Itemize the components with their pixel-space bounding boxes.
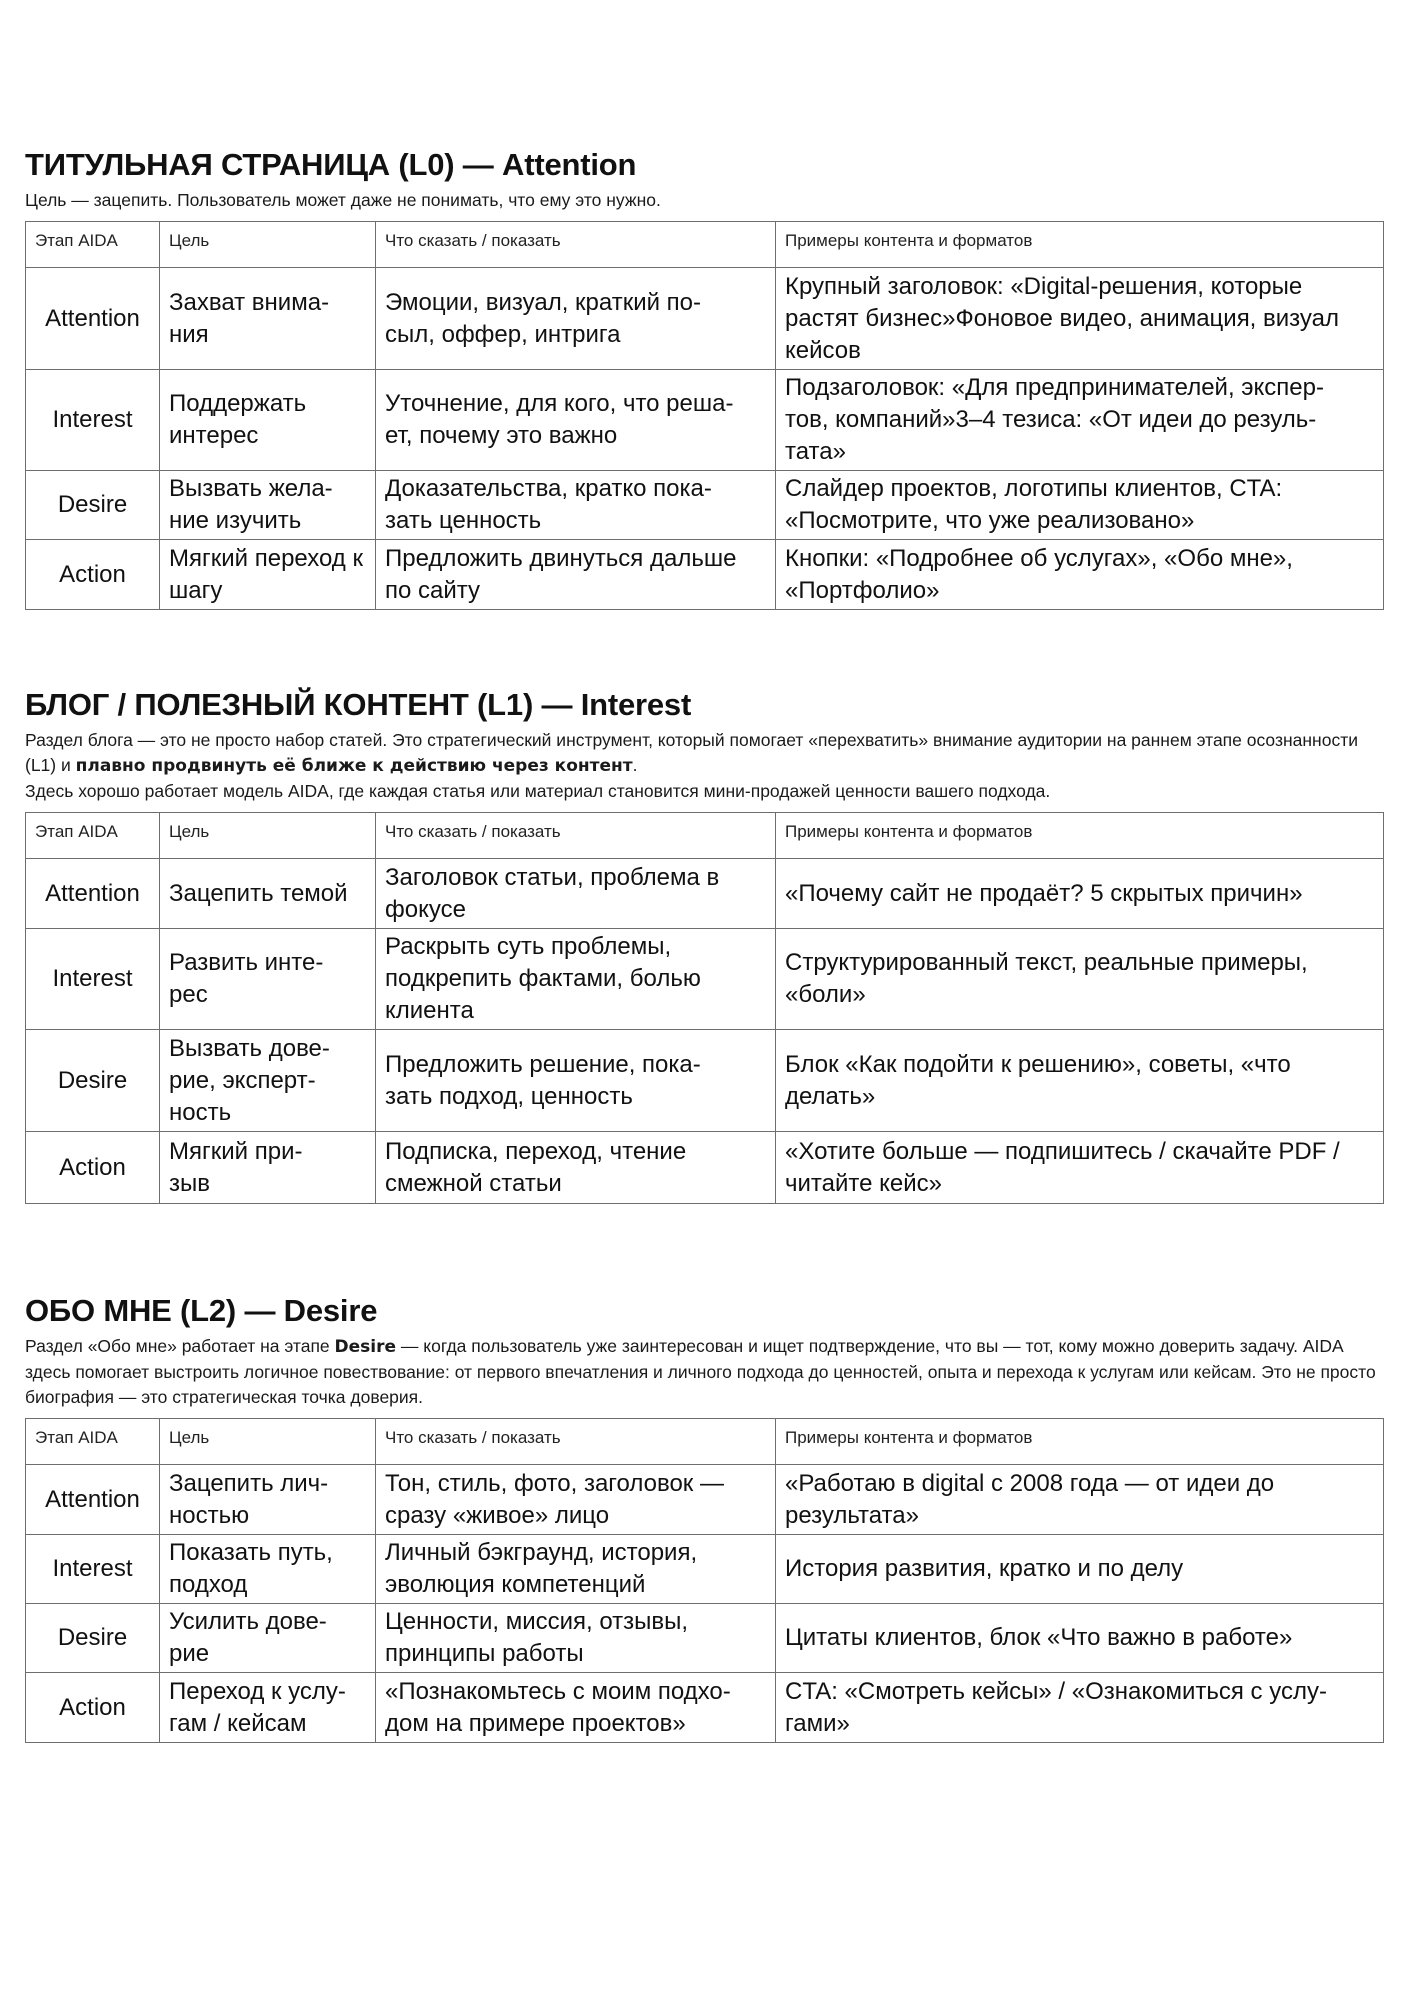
intro-text-line: Здесь хорошо работает модель AIDA, где каждая статья или материал становится мини-продажей ценности вашего подхода.	[25, 781, 1051, 801]
cell-what: Личный бэкграунд, история, эволюция компетенций	[376, 1535, 776, 1604]
section-title: ОБО МНЕ (L2) — Desire	[25, 1293, 378, 1328]
cell-goal: Захват внима- ния	[160, 268, 376, 370]
table-row	[26, 1535, 1384, 1604]
cell-stage: Action	[26, 540, 160, 610]
section-l2	[25, 1292, 1383, 1743]
cell-examples: «Работаю в digital с 2008 года — от идеи до результата»	[776, 1465, 1384, 1535]
cell-goal: Вызвать дове- рие, эксперт- ность	[160, 1030, 376, 1132]
header-goal: Цель	[160, 813, 376, 859]
table-header-row	[26, 222, 1384, 268]
cell-what: Предложить двинуться дальше по сайту	[376, 540, 776, 610]
cell-examples: Подзаголовок: «Для предпринимателей, экспер- тов, компаний»3–4 тезиса: «От идеи до резуль- тата»	[776, 370, 1384, 471]
cell-examples: История развития, кратко и по делу	[776, 1535, 1384, 1604]
cell-examples: Блок «Как подойти к решению», советы, «что делать»	[776, 1030, 1384, 1132]
intro-text: Цель — зацепить. Пользователь может даже не понимать, что ему это нужно.	[25, 190, 661, 210]
cell-stage: Attention	[26, 859, 160, 929]
cell-stage: Action	[26, 1132, 160, 1204]
cell-goal: Показать путь, подход	[160, 1535, 376, 1604]
cell-stage: Attention	[26, 1465, 160, 1535]
cell-what: Подписка, переход, чтение смежной статьи	[376, 1132, 776, 1204]
cell-goal: Переход к услу- гам / кейсам	[160, 1673, 376, 1743]
cell-stage: Attention	[26, 268, 160, 370]
table-row	[26, 929, 1384, 1030]
cell-goal: Зацепить лич- ностью	[160, 1465, 376, 1535]
header-stage: Этап AIDA	[26, 222, 160, 268]
cell-examples: Крупный заголовок: «Digital-решения, которые растят бизнес»Фоновое видео, анимация, визуал кейсов	[776, 268, 1384, 370]
cell-stage: Desire	[26, 471, 160, 540]
cell-stage: Interest	[26, 929, 160, 1030]
cell-what: Раскрыть суть проблемы, подкрепить фактами, болью клиента	[376, 929, 776, 1030]
cell-what: Доказательства, кратко пока- зать ценность	[376, 471, 776, 540]
cell-examples: Слайдер проектов, логотипы клиентов, CTA: «Посмотрите, что уже реализовано»	[776, 471, 1384, 540]
table-header-row	[26, 813, 1384, 859]
header-stage: Этап AIDA	[26, 813, 160, 859]
intro-bold-text: Desire	[334, 1337, 397, 1357]
header-goal: Цель	[160, 222, 376, 268]
intro-text: .	[632, 755, 638, 775]
cell-goal: Усилить дове- рие	[160, 1604, 376, 1673]
table-row	[26, 859, 1384, 929]
cell-what: Тон, стиль, фото, заголовок — сразу «живое» лицо	[376, 1465, 776, 1535]
section-title: БЛОГ / ПОЛЕЗНЫЙ КОНТЕНТ (L1) — Interest	[25, 687, 692, 722]
table-row	[26, 1465, 1384, 1535]
table-row	[26, 540, 1384, 610]
table-row	[26, 370, 1384, 471]
cell-goal: Вызвать жела- ние изучить	[160, 471, 376, 540]
cell-stage: Action	[26, 1673, 160, 1743]
section-l0	[25, 146, 1383, 610]
header-what: Что сказать / показать	[376, 813, 776, 859]
section-intro	[25, 728, 1383, 804]
cell-goal: Мягкий переход к шагу	[160, 540, 376, 610]
cell-stage: Desire	[26, 1030, 160, 1132]
aida-table	[25, 812, 1384, 1204]
aida-table	[25, 221, 1384, 610]
header-examples: Примеры контента и форматов	[776, 1419, 1384, 1465]
header-stage: Этап AIDA	[26, 1419, 160, 1465]
cell-examples: Кнопки: «Подробнее об услугах», «Обо мне», «Портфолио»	[776, 540, 1384, 610]
section-intro	[25, 1334, 1383, 1410]
cell-examples: CTA: «Смотреть кейсы» / «Ознакомиться с услу- гами»	[776, 1673, 1384, 1743]
header-what: Что сказать / показать	[376, 1419, 776, 1465]
section-l1	[25, 686, 1383, 1204]
header-goal: Цель	[160, 1419, 376, 1465]
aida-table	[25, 1418, 1384, 1743]
header-examples: Примеры контента и форматов	[776, 222, 1384, 268]
cell-what: Заголовок статьи, проблема в фокусе	[376, 859, 776, 929]
cell-examples: Цитаты клиентов, блок «Что важно в работе»	[776, 1604, 1384, 1673]
cell-what: Ценности, миссия, отзывы, принципы работы	[376, 1604, 776, 1673]
cell-goal: Зацепить темой	[160, 859, 376, 929]
table-row	[26, 471, 1384, 540]
intro-bold-text: плавно продвинуть её ближе к действию через контент	[75, 756, 633, 776]
table-row	[26, 1030, 1384, 1132]
header-examples: Примеры контента и форматов	[776, 813, 1384, 859]
cell-stage: Interest	[26, 1535, 160, 1604]
cell-what: «Познакомьтесь с моим подхо- дом на примере проектов»	[376, 1673, 776, 1743]
cell-examples: «Почему сайт не продаёт? 5 скрытых причин»	[776, 859, 1384, 929]
cell-what: Уточнение, для кого, что реша- ет, почему это важно	[376, 370, 776, 471]
intro-text: — когда пользователь уже заинтересован и ищет подтверждение, что вы — тот, кому можно доверить задачу. AIDA здесь помогает выстроить логичное повествование: от первого впечатления и личного подхода до ценностей, опыта и перехода к услугам или кейсам. Это не просто биография — это стратегическая точка доверия.	[25, 1336, 1376, 1407]
cell-what: Эмоции, визуал, краткий по- сыл, оффер, интрига	[376, 268, 776, 370]
table-row	[26, 268, 1384, 370]
table-row	[26, 1604, 1384, 1673]
header-what: Что сказать / показать	[376, 222, 776, 268]
cell-stage: Interest	[26, 370, 160, 471]
cell-stage: Desire	[26, 1604, 160, 1673]
cell-what: Предложить решение, пока- зать подход, ценность	[376, 1030, 776, 1132]
cell-goal: Мягкий при- зыв	[160, 1132, 376, 1204]
cell-goal: Поддержать интерес	[160, 370, 376, 471]
intro-text: Раздел блога — это не просто набор статей. Это стратегический инструмент, который помогает «перехватить» внимание аудитории на раннем этапе осознанности (L1) и	[25, 730, 1358, 775]
cell-examples: «Хотите больше — подпишитесь / скачайте PDF / читайте кейс»	[776, 1132, 1384, 1204]
cell-examples: Структурированный текст, реальные примеры, «боли»	[776, 929, 1384, 1030]
section-intro	[25, 188, 1383, 213]
table-row	[26, 1132, 1384, 1204]
intro-text: Раздел «Обо мне» работает на этапе	[25, 1336, 335, 1356]
cell-goal: Развить инте- рес	[160, 929, 376, 1030]
table-header-row	[26, 1419, 1384, 1465]
section-title: ТИТУЛЬНАЯ СТРАНИЦА (L0) — Attention	[25, 147, 637, 182]
table-row	[26, 1673, 1384, 1743]
